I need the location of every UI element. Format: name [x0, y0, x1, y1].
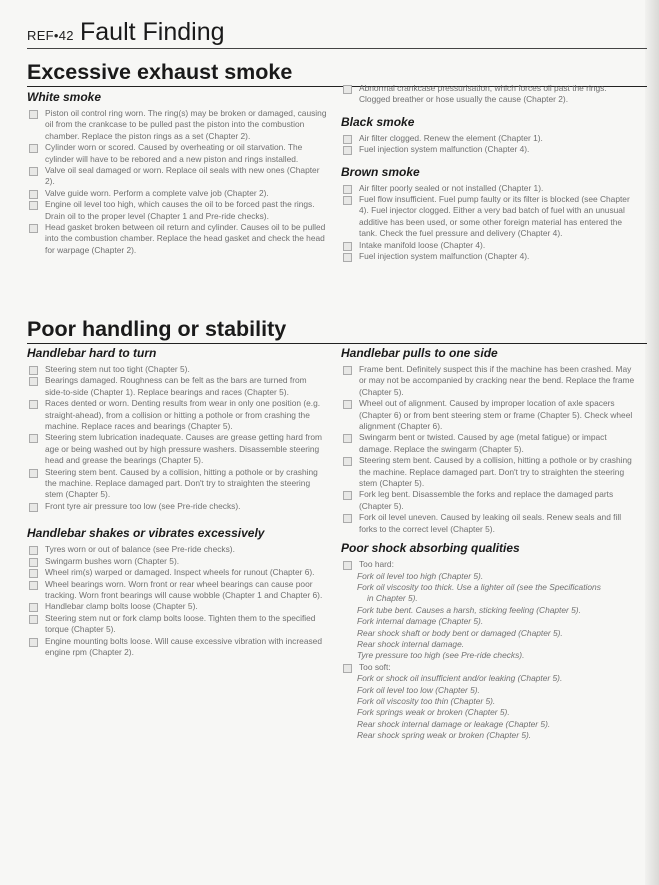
- checkbox-icon: [343, 185, 352, 194]
- checkbox-icon: [29, 469, 38, 478]
- list-item: Air filter clogged. Renew the element (Chapter 1).: [341, 133, 637, 144]
- list-item: Swingarm bent or twisted. Caused by age (metal fatigue) or impact damage. Replace the swingarm (Chapter 5).: [341, 432, 637, 455]
- page-ref: REF•42: [27, 28, 74, 43]
- checkbox-icon: [29, 569, 38, 578]
- list-item: Fuel flow insufficient. Fuel pump faulty or its filter is blocked (see Chapter 4). Fuel injector clogged. Either a very bad batch of fuel with an unusual additive has been used, or some other foreign material has entered the tank. Check the fuel pressure and delivery (Chapter 4).: [341, 194, 637, 240]
- list-item: Races dented or worn. Denting results from wear in only one position (e.g. straight-ahead), from a collision or hitting a pothole or from crashing the machine. Replace races and bearings (Chapter 5).: [27, 398, 327, 432]
- list-item: Fuel injection system malfunction (Chapter 4).: [341, 251, 637, 262]
- list-item-too-soft: Too soft:: [341, 662, 637, 673]
- list-item: Steering stem lubrication inadequate. Causes are grease getting hard from age or being washed out by high pressure washers. Disassemble steering head and grease the bearings (Chapter 5).: [27, 432, 327, 466]
- list-item: Engine oil level too high, which causes the oil to be forced past the rings. Drain oil to the proper level (Chapter 1 and Pre-ride checks).: [27, 199, 327, 222]
- checkbox-icon: [343, 434, 352, 443]
- pulls-list: [341, 364, 637, 535]
- checkbox-icon: [29, 558, 38, 567]
- checkbox-icon: [29, 190, 38, 199]
- sub-list-item: Fork oil viscosity too thin (Chapter 5).: [357, 695, 496, 706]
- list-item: Steering stem bent. Caused by a collision, hitting a pothole or by crashing the machine. Replace damaged part. Don't try to straighten the steering stem (Chapter 5).: [341, 455, 637, 489]
- hard-to-turn-list: [27, 364, 327, 512]
- checkbox-icon: [29, 615, 38, 624]
- list-item: Fuel injection system malfunction (Chapter 4).: [341, 144, 637, 155]
- sub-list-item: Fork internal damage (Chapter 5).: [357, 616, 484, 627]
- sub-list-item: Rear shock spring weak or broken (Chapter 5).: [357, 730, 532, 741]
- sub-list-item: Fork oil level too low (Chapter 5).: [357, 684, 480, 695]
- list-item: Wheel bearings worn. Worn front or rear wheel bearings can cause poor tracking. Worn front bearings will cause wobble (Chapter 1 and Chapter 6).: [27, 579, 327, 602]
- list-item: Valve guide worn. Perform a complete valve job (Chapter 2).: [27, 188, 327, 199]
- handling-left-column: [27, 346, 327, 658]
- sub-list-item: Fork oil level too high (Chapter 5).: [357, 570, 484, 581]
- sub-list-item: Fork springs weak or broken (Chapter 5).: [357, 707, 510, 718]
- sub-list-item: Fork oil viscosity too thick. Use a lighter oil (see the Specifications: [357, 581, 601, 592]
- subheading-hard-to-turn: Handlebar hard to turn: [27, 346, 157, 360]
- list-item: Swingarm bushes worn (Chapter 5).: [27, 556, 327, 567]
- list-item: Fork leg bent. Disassemble the forks and replace the damaged parts (Chapter 5).: [341, 489, 637, 512]
- list-item: Air filter poorly sealed or not installed (Chapter 1).: [341, 183, 637, 194]
- shakes-list: [27, 544, 327, 658]
- sub-list-item: Fork tube bent. Causes a harsh, sticking feeling (Chapter 5).: [357, 604, 581, 615]
- checkbox-icon: [343, 366, 352, 375]
- brown-smoke-list: [341, 183, 637, 263]
- checkbox-icon: [29, 434, 38, 443]
- sub-list-item: Tyre pressure too high (see Pre-ride checks).: [357, 650, 525, 661]
- checkbox-icon: [343, 196, 352, 205]
- list-item: Tyres worn or out of balance (see Pre-ride checks).: [27, 544, 327, 555]
- checkbox-icon: [29, 638, 38, 647]
- subheading-shock: Poor shock absorbing qualities: [341, 541, 520, 556]
- checkbox-icon: [343, 561, 352, 570]
- list-item: Bearings damaged. Roughness can be felt as the bars are turned from side-to-side (Chapter 1). Replace bearings and races (Chapter 5).: [27, 375, 327, 398]
- checkbox-icon: [343, 457, 352, 466]
- checkbox-icon: [343, 242, 352, 251]
- subheading-black-smoke: Black smoke: [341, 114, 415, 129]
- exhaust-left-column: [27, 90, 327, 256]
- page-header: [27, 18, 647, 49]
- white-smoke-list: [27, 108, 327, 256]
- checkbox-icon: [29, 110, 38, 119]
- list-item: Piston oil control ring worn. The ring(s) may be broken or damaged, causing oil from the crankcase to be pulled past the piston into the combustion chamber. Replace the piston rings as a set (Chapter 2).: [27, 108, 327, 142]
- subheading-shakes: Handlebar shakes or vibrates excessively: [27, 526, 265, 541]
- list-item: Steering stem nut too tight (Chapter 5).: [27, 364, 327, 375]
- checkbox-icon: [343, 135, 352, 144]
- list-item: Fork oil level uneven. Caused by leaking oil seals. Renew seals and fill forks to the correct level (Chapter 5).: [341, 512, 637, 535]
- checkbox-icon: [29, 377, 38, 386]
- exhaust-right-column: [341, 83, 637, 262]
- checkbox-icon: [29, 546, 38, 555]
- checkbox-icon: [29, 503, 38, 512]
- section-title-exhaust: Excessive exhaust smoke: [27, 60, 647, 87]
- sub-list-item: Rear shock shaft or body bent or damaged (Chapter 5).: [357, 627, 563, 638]
- list-item: Wheel rim(s) warped or damaged. Inspect wheels for runout (Chapter 6).: [27, 567, 327, 578]
- list-item: Valve oil seal damaged or worn. Replace oil seals with new ones (Chapter 2).: [27, 165, 327, 188]
- checkbox-icon: [343, 253, 352, 262]
- list-item: Cylinder worn or scored. Caused by overheating or oil starvation. The cylinder will have to be rebored and a new piston and rings installed.: [27, 142, 327, 165]
- subheading-white-smoke: White smoke: [27, 90, 102, 104]
- list-item: Frame bent. Definitely suspect this if the machine has been crashed. May or may not be accompanied by cracking near the bend. Replace the frame (Chapter 5).: [341, 364, 637, 398]
- checkbox-icon: [29, 167, 38, 176]
- too-soft-list: [341, 673, 637, 741]
- list-item: Engine mounting bolts loose. Will cause excessive vibration with increased engine rpm (Chapter 2).: [27, 636, 327, 659]
- checkbox-icon: [343, 85, 352, 94]
- checkbox-icon: [29, 603, 38, 612]
- sub-list-item: in Chapter 5).: [367, 593, 418, 604]
- list-item: Front tyre air pressure too low (see Pre-ride checks).: [27, 501, 327, 512]
- subheading-brown-smoke: Brown smoke: [341, 164, 420, 179]
- checkbox-icon: [343, 146, 352, 155]
- checkbox-icon: [343, 491, 352, 500]
- list-item: Wheel out of alignment. Caused by improper location of axle spacers (Chapter 6) or from bent steering stem or frame (Chapter 5). Check wheel alignment (Chapter 6).: [341, 398, 637, 432]
- checkbox-icon: [29, 144, 38, 153]
- too-hard-list: [341, 571, 637, 662]
- list-item-too-hard: Too hard:: [341, 559, 637, 570]
- page-title: Fault Finding: [80, 18, 225, 46]
- list-item: Steering stem nut or fork clamp bolts loose. Tighten them to the specified torque (Chapter 5).: [27, 613, 327, 636]
- subheading-pulls: Handlebar pulls to one side: [341, 346, 498, 360]
- page-edge-shadow: [645, 0, 659, 885]
- black-smoke-list: [341, 133, 637, 156]
- list-item: Intake manifold loose (Chapter 4).: [341, 240, 637, 251]
- sub-list-item: Fork or shock oil insufficient and/or leaking (Chapter 5).: [357, 673, 563, 684]
- list-item: Steering stem bent. Caused by a collision, hitting a pothole or by crashing the machine. Replace damaged part. Don't try to straighten the steering stem (Chapter 5).: [27, 467, 327, 501]
- checkbox-icon: [343, 664, 352, 673]
- sub-list-item: Rear shock internal damage or leakage (Chapter 5).: [357, 718, 551, 729]
- list-item: Head gasket broken between oil return and cylinder. Causes oil to be pulled into the combustion chamber. Replace the head gasket and check the head for warpage (Chapter 2).: [27, 222, 327, 256]
- checkbox-icon: [343, 514, 352, 523]
- checkbox-icon: [29, 366, 38, 375]
- sub-list-item: Rear shock internal damage.: [357, 638, 465, 649]
- checkbox-icon: [29, 400, 38, 409]
- handling-right-column: [341, 346, 637, 742]
- checkbox-icon: [29, 224, 38, 233]
- checkbox-icon: [29, 581, 38, 590]
- list-item: Handlebar clamp bolts loose (Chapter 5).: [27, 601, 327, 612]
- list-item: Abnormal crankcase pressurisation, which forces oil past the rings. Clogged breather or hose usually the cause (Chapter 2).: [341, 83, 637, 106]
- section-title-handling: Poor handling or stability: [27, 317, 647, 344]
- checkbox-icon: [343, 400, 352, 409]
- checkbox-icon: [29, 201, 38, 210]
